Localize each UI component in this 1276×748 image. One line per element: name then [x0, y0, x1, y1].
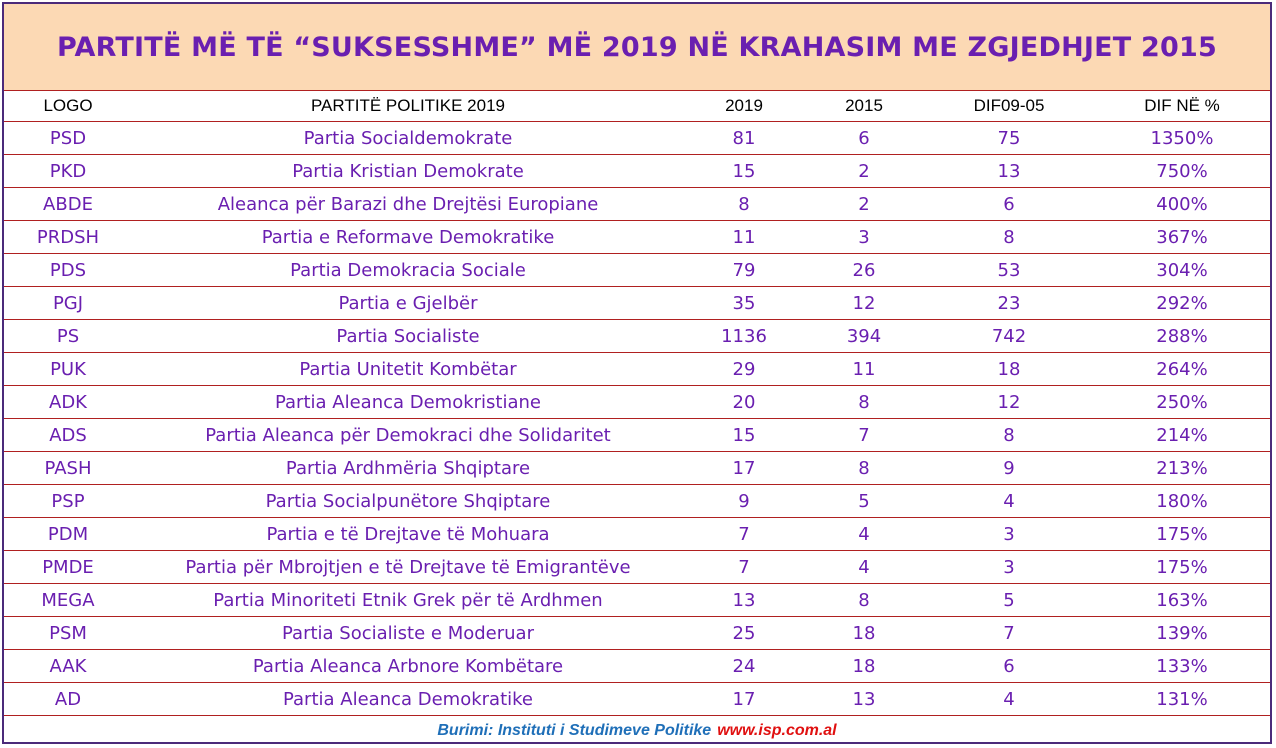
cell-abbr: PRDSH — [4, 221, 132, 254]
cell-diff: 3 — [924, 551, 1094, 584]
cell-diff-percent: 288% — [1094, 320, 1270, 353]
cell-party-name: Partia Unitetit Kombëtar — [132, 353, 684, 386]
cell-abbr: PKD — [4, 155, 132, 188]
cell-2019: 79 — [684, 254, 804, 287]
cell-2019: 24 — [684, 650, 804, 683]
table-row — [4, 221, 1270, 254]
cell-diff: 75 — [924, 122, 1094, 155]
table-row — [4, 386, 1270, 419]
table-row — [4, 584, 1270, 617]
cell-party-name: Partia e të Drejtave të Mohuara — [132, 518, 684, 551]
cell-diff-percent: 400% — [1094, 188, 1270, 221]
page-title: PARTITË MË TË “SUKSESSHME” MË 2019 NË KRAHASIM ME ZGJEDHJET 2015 — [57, 31, 1217, 63]
cell-2019: 81 — [684, 122, 804, 155]
cell-party-name: Partia Demokracia Sociale — [132, 254, 684, 287]
cell-diff-percent: 133% — [1094, 650, 1270, 683]
table-row — [4, 353, 1270, 386]
cell-party-name: Partia Socialdemokrate — [132, 122, 684, 155]
cell-2015: 26 — [804, 254, 924, 287]
cell-2015: 394 — [804, 320, 924, 353]
cell-2019: 17 — [684, 683, 804, 716]
cell-party-name: Partia Ardhmëria Shqiptare — [132, 452, 684, 485]
cell-diff-percent: 175% — [1094, 551, 1270, 584]
cell-abbr: ADK — [4, 386, 132, 419]
cell-2019: 15 — [684, 419, 804, 452]
table-row — [4, 683, 1270, 716]
cell-2019: 7 — [684, 518, 804, 551]
cell-2015: 2 — [804, 155, 924, 188]
cell-diff: 6 — [924, 188, 1094, 221]
cell-diff: 13 — [924, 155, 1094, 188]
cell-abbr: ABDE — [4, 188, 132, 221]
cell-2015: 6 — [804, 122, 924, 155]
cell-2015: 13 — [804, 683, 924, 716]
cell-diff: 8 — [924, 419, 1094, 452]
table-row — [4, 188, 1270, 221]
column-header-diff-percent: DIF NË % — [1094, 91, 1270, 122]
cell-abbr: PASH — [4, 452, 132, 485]
cell-diff: 7 — [924, 617, 1094, 650]
cell-diff: 5 — [924, 584, 1094, 617]
cell-party-name: Partia e Gjelbër — [132, 287, 684, 320]
cell-2015: 3 — [804, 221, 924, 254]
cell-diff: 8 — [924, 221, 1094, 254]
cell-diff-percent: 180% — [1094, 485, 1270, 518]
table-row — [4, 518, 1270, 551]
cell-diff-percent: 163% — [1094, 584, 1270, 617]
table-row — [4, 617, 1270, 650]
cell-abbr: ADS — [4, 419, 132, 452]
cell-party-name: Partia për Mbrojtjen e të Drejtave të Emigrantëve — [132, 551, 684, 584]
cell-diff: 18 — [924, 353, 1094, 386]
cell-diff-percent: 264% — [1094, 353, 1270, 386]
cell-2019: 25 — [684, 617, 804, 650]
cell-2019: 35 — [684, 287, 804, 320]
table-row — [4, 419, 1270, 452]
cell-2019: 13 — [684, 584, 804, 617]
cell-diff-percent: 750% — [1094, 155, 1270, 188]
cell-2019: 15 — [684, 155, 804, 188]
column-header-party: PARTITË POLITIKE 2019 — [132, 91, 684, 122]
cell-party-name: Partia Socialiste — [132, 320, 684, 353]
cell-diff: 4 — [924, 683, 1094, 716]
cell-party-name: Partia Aleanca Demokratike — [132, 683, 684, 716]
title-band — [4, 4, 1270, 91]
cell-abbr: PSM — [4, 617, 132, 650]
cell-abbr: PS — [4, 320, 132, 353]
cell-abbr: PSD — [4, 122, 132, 155]
cell-party-name: Partia Aleanca Demokristiane — [132, 386, 684, 419]
cell-party-name: Partia Socialiste e Moderuar — [132, 617, 684, 650]
cell-diff: 3 — [924, 518, 1094, 551]
cell-diff-percent: 214% — [1094, 419, 1270, 452]
cell-abbr: PGJ — [4, 287, 132, 320]
cell-2015: 7 — [804, 419, 924, 452]
cell-2015: 11 — [804, 353, 924, 386]
cell-abbr: AD — [4, 683, 132, 716]
cell-2019: 20 — [684, 386, 804, 419]
cell-diff-percent: 367% — [1094, 221, 1270, 254]
source-link[interactable]: www.isp.com.al — [717, 722, 837, 739]
cell-diff: 4 — [924, 485, 1094, 518]
column-header-diff: DIF09-05 — [924, 91, 1094, 122]
cell-party-name: Partia Aleanca për Demokraci dhe Solidaritet — [132, 419, 684, 452]
table-body — [4, 122, 1270, 716]
cell-abbr: PUK — [4, 353, 132, 386]
cell-diff: 9 — [924, 452, 1094, 485]
cell-abbr: PMDE — [4, 551, 132, 584]
cell-diff: 23 — [924, 287, 1094, 320]
table-row — [4, 122, 1270, 155]
cell-2015: 8 — [804, 386, 924, 419]
cell-2019: 1136 — [684, 320, 804, 353]
table-row — [4, 650, 1270, 683]
parties-table — [4, 91, 1270, 716]
cell-diff-percent: 304% — [1094, 254, 1270, 287]
cell-2015: 5 — [804, 485, 924, 518]
table-row — [4, 485, 1270, 518]
source-text: Burimi: Instituti i Studimeve Politike — [437, 722, 712, 739]
cell-party-name: Partia Socialpunëtore Shqiptare — [132, 485, 684, 518]
cell-2015: 8 — [804, 584, 924, 617]
cell-party-name: Aleanca për Barazi dhe Drejtësi Europiane — [132, 188, 684, 221]
cell-abbr: PDM — [4, 518, 132, 551]
cell-diff-percent: 213% — [1094, 452, 1270, 485]
cell-diff-percent: 139% — [1094, 617, 1270, 650]
table-row — [4, 452, 1270, 485]
column-header-logo: LOGO — [4, 91, 132, 122]
cell-diff: 742 — [924, 320, 1094, 353]
table-frame — [2, 2, 1272, 744]
cell-abbr: PDS — [4, 254, 132, 287]
cell-2015: 8 — [804, 452, 924, 485]
table-row — [4, 155, 1270, 188]
cell-2019: 11 — [684, 221, 804, 254]
cell-party-name: Partia Aleanca Arbnore Kombëtare — [132, 650, 684, 683]
header-row — [4, 91, 1270, 122]
cell-diff-percent: 292% — [1094, 287, 1270, 320]
cell-diff: 12 — [924, 386, 1094, 419]
cell-2015: 4 — [804, 551, 924, 584]
cell-2015: 18 — [804, 650, 924, 683]
cell-2015: 18 — [804, 617, 924, 650]
cell-2019: 17 — [684, 452, 804, 485]
cell-party-name: Partia e Reformave Demokratike — [132, 221, 684, 254]
cell-party-name: Partia Minoriteti Etnik Grek për të Ardhmen — [132, 584, 684, 617]
cell-abbr: MEGA — [4, 584, 132, 617]
table-row — [4, 287, 1270, 320]
cell-diff-percent: 250% — [1094, 386, 1270, 419]
cell-2019: 9 — [684, 485, 804, 518]
source-note — [4, 716, 1270, 746]
cell-diff: 6 — [924, 650, 1094, 683]
column-header-2019: 2019 — [684, 91, 804, 122]
cell-2019: 7 — [684, 551, 804, 584]
cell-diff-percent: 131% — [1094, 683, 1270, 716]
table-header — [4, 91, 1270, 122]
cell-diff-percent: 1350% — [1094, 122, 1270, 155]
cell-2019: 8 — [684, 188, 804, 221]
cell-2015: 12 — [804, 287, 924, 320]
cell-diff-percent: 175% — [1094, 518, 1270, 551]
cell-2015: 4 — [804, 518, 924, 551]
cell-2015: 2 — [804, 188, 924, 221]
table-row — [4, 254, 1270, 287]
cell-abbr: AAK — [4, 650, 132, 683]
cell-abbr: PSP — [4, 485, 132, 518]
table-row — [4, 320, 1270, 353]
column-header-2015: 2015 — [804, 91, 924, 122]
cell-diff: 53 — [924, 254, 1094, 287]
cell-party-name: Partia Kristian Demokrate — [132, 155, 684, 188]
table-row — [4, 551, 1270, 584]
cell-2019: 29 — [684, 353, 804, 386]
